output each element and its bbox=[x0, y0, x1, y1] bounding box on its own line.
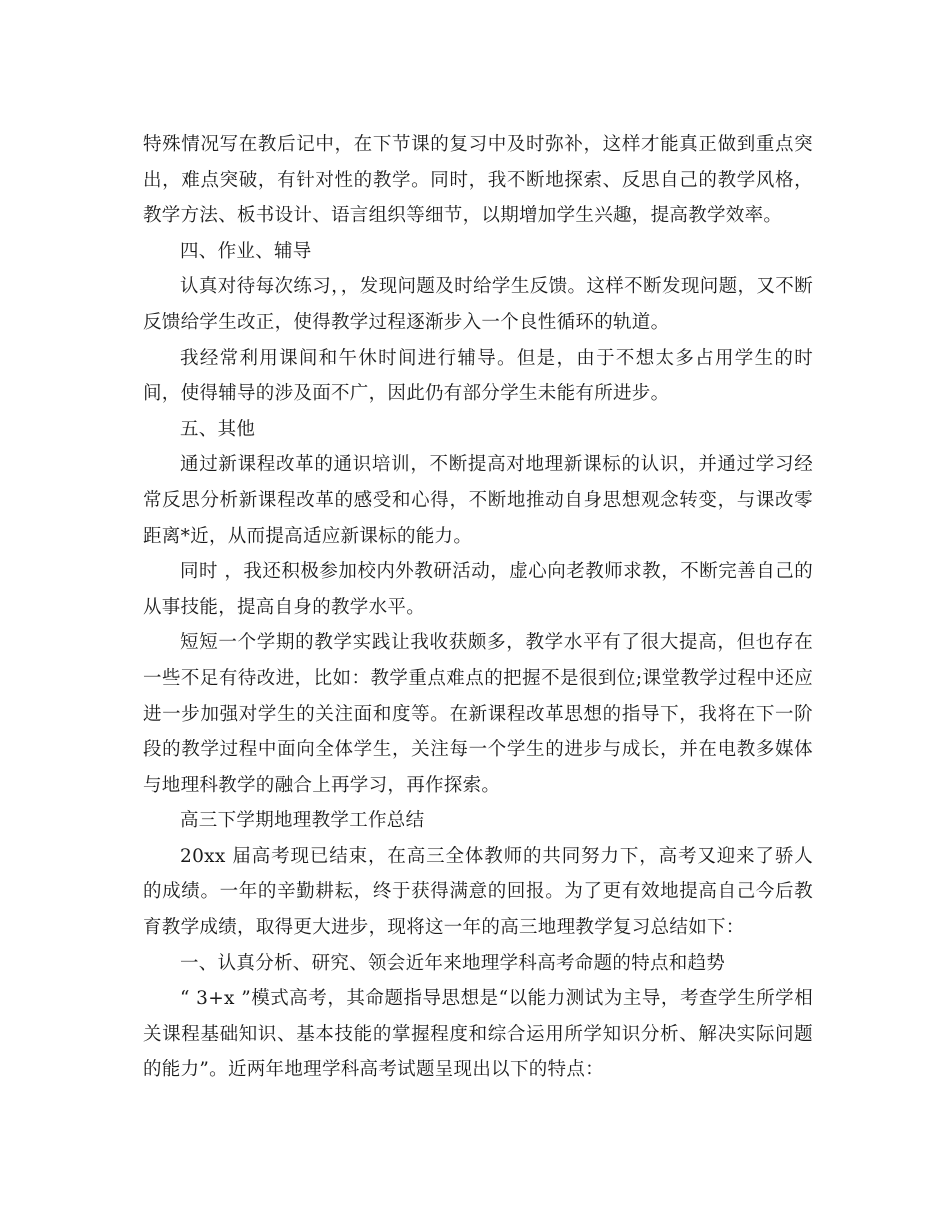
paragraph-teaching-research: 同时 ，我还积极参加校内外教研活动，虚心向老教师求教，不断完善自己的从事技能，提高自身的教学水平。 bbox=[143, 561, 813, 618]
section-heading-analysis: 一、认真分析、研究、领会近年来地理学科高考命题的特点和趋势 bbox=[180, 952, 726, 974]
section-heading-other: 五、其他 bbox=[180, 418, 256, 440]
paragraph-continuation: 特殊情况写在教后记中，在下节课的复习中及时弥补，这样才能真正做到重点突出，难点突破，有针对性的教学。同时，我不断地探索、反思自己的教学风格，教学方法、板书设计、语言组织等细节，以期增加学生兴趣，提高教学效率。 bbox=[143, 134, 813, 227]
document-body bbox=[143, 127, 813, 1088]
section-heading-homework: 四、作业、辅导 bbox=[180, 240, 312, 262]
paragraph-curriculum-reform: 通过新课程改革的通识培训，不断提高对地理新课标的认识，并通过学习经常反思分析新课程改革的感受和心得，不断地推动自身思想观念转变，与课改零距离*近，从而提高适应新课标的能力。 bbox=[143, 454, 813, 547]
paragraph-exam-result: 20xx 届高考现已结束，在高三全体教师的共同努力下，高考又迎来了骄人的成绩。一年的辛勤耕耘，终于获得满意的回报。为了更有效地提高自己今后教育教学成绩，取得更大进步，现将这一年的高三地理教学复习总结如下： bbox=[143, 845, 813, 939]
paragraph-semester-reflection: 短短一个学期的教学实践让我收获颇多，教学水平有了很大提高，但也存在一些不足有待改进，比如：教学重点难点的把握不是很到位;课堂教学过程中还应进一步加强对学生的关注面和度等。在新课程改革思想的指导下，我将在下一阶段的教学过程中面向全体学生，关注每一个学生的进步与成长，并在电教多媒体与地理科教学的融合上再学习，再作探索。 bbox=[143, 632, 813, 796]
paragraph-exam-mode: “ 3+x ”模式高考，其命题指导思想是“以能力测试为主导，考查学生所学相关课程基础知识、基本技能的掌握程度和综合运用所学知识分析、解决实际问题的能力”。近两年地理学科高考试题呈现出以下的特点： bbox=[143, 988, 813, 1081]
document-subtitle: 高三下学期地理教学工作总结 bbox=[180, 810, 425, 832]
paragraph-practice: 认真对待每次练习，，发现问题及时给学生反馈。这样不断发现问题，又不断反馈给学生改正，使得教学过程逐渐步入一个良性循环的轨道。 bbox=[143, 276, 813, 333]
paragraph-tutoring: 我经常利用课间和午休时间进行辅导。但是，由于不想太多占用学生的时间，使得辅导的涉及面不广，因此仍有部分学生未能有所进步。 bbox=[143, 347, 813, 405]
